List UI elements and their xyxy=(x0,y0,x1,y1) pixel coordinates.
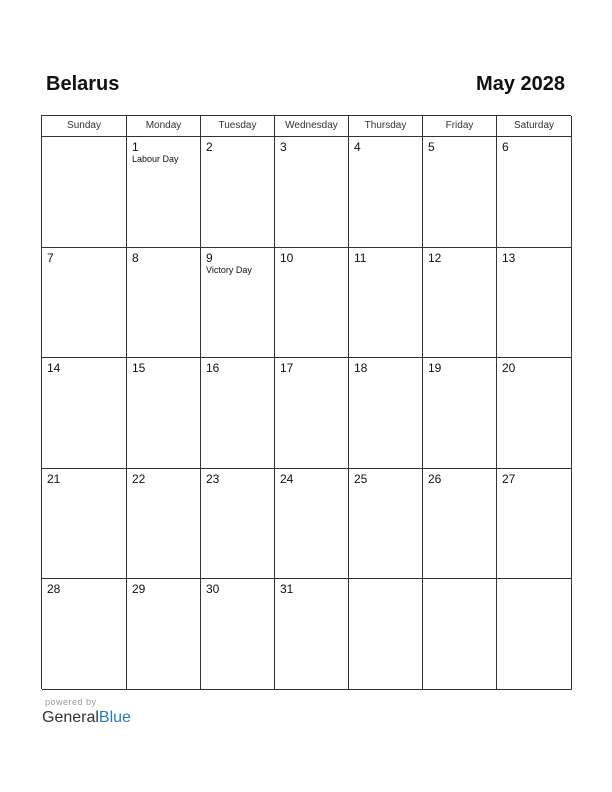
day-cell xyxy=(201,469,275,580)
day-cell xyxy=(497,358,572,469)
weekday-header-monday: Monday xyxy=(127,116,201,137)
day-cell xyxy=(423,469,497,580)
day-cell xyxy=(497,248,572,359)
day-cell xyxy=(275,579,349,690)
day-number: 14 xyxy=(47,361,61,376)
day-cell xyxy=(423,137,497,248)
day-number: 27 xyxy=(502,471,516,486)
day-number: 10 xyxy=(280,250,294,265)
weekday-header-wednesday: Wednesday xyxy=(275,116,349,137)
day-cell xyxy=(42,248,127,359)
day-number: 2 xyxy=(206,140,213,154)
day-number: 3 xyxy=(280,140,287,154)
day-cell xyxy=(201,248,275,359)
day-cell xyxy=(275,137,349,248)
day-number: 25 xyxy=(354,471,368,486)
day-number: 30 xyxy=(206,582,220,597)
day-cell xyxy=(42,358,127,469)
day-cell xyxy=(201,358,275,469)
day-number: 31 xyxy=(280,582,294,597)
day-number: 12 xyxy=(428,250,442,265)
day-number: 7 xyxy=(47,250,54,265)
day-cell xyxy=(127,579,201,690)
brand-blue-text: Blue xyxy=(98,709,131,726)
day-cell xyxy=(42,579,127,690)
weekday-header-thursday: Thursday xyxy=(349,116,423,137)
powered-by-label: powered by xyxy=(45,697,97,707)
day-cell xyxy=(423,579,497,690)
day-cell xyxy=(127,248,201,359)
day-number: 11 xyxy=(354,250,367,265)
day-cell xyxy=(349,469,423,580)
day-number: 8 xyxy=(132,250,139,265)
day-number: 23 xyxy=(206,471,220,486)
day-number: 4 xyxy=(354,140,361,154)
day-cell xyxy=(349,248,423,359)
day-number: 15 xyxy=(132,361,146,376)
day-cell xyxy=(497,469,572,580)
day-number: 18 xyxy=(354,361,368,376)
weekday-header-sunday: Sunday xyxy=(42,116,127,137)
day-cell xyxy=(275,469,349,580)
day-number: 22 xyxy=(132,471,146,486)
day-cell xyxy=(201,137,275,248)
day-cell xyxy=(127,137,201,248)
day-number: 19 xyxy=(428,361,442,376)
day-cell xyxy=(423,358,497,469)
day-number: 16 xyxy=(206,361,220,376)
day-cell xyxy=(42,137,127,248)
day-number: 21 xyxy=(47,471,61,486)
day-cell xyxy=(127,469,201,580)
country-title: Belarus xyxy=(46,73,120,95)
day-cell xyxy=(275,248,349,359)
weekday-header-tuesday: Tuesday xyxy=(201,116,275,137)
day-cell xyxy=(423,248,497,359)
day-cell xyxy=(349,358,423,469)
day-number: 1 xyxy=(132,140,139,154)
day-number: 17 xyxy=(280,361,294,376)
day-cell xyxy=(201,579,275,690)
weekday-header-friday: Friday xyxy=(423,116,497,137)
holiday-label: Labour Day xyxy=(132,154,179,164)
generalblue-logo[interactable] xyxy=(42,708,131,728)
day-cell xyxy=(497,579,572,690)
day-number: 13 xyxy=(502,250,516,265)
day-number: 29 xyxy=(132,582,146,597)
weekday-header-saturday: Saturday xyxy=(497,116,572,137)
day-number: 28 xyxy=(47,582,61,597)
day-cell xyxy=(349,137,423,248)
day-number: 9 xyxy=(206,250,213,265)
day-number: 26 xyxy=(428,471,442,486)
calendar-grid xyxy=(41,115,571,689)
day-number: 6 xyxy=(502,140,509,154)
day-cell xyxy=(349,579,423,690)
day-cell xyxy=(42,469,127,580)
day-number: 20 xyxy=(502,361,516,376)
day-number: 24 xyxy=(280,471,294,486)
day-cell xyxy=(497,137,572,248)
day-cell xyxy=(127,358,201,469)
month-year-title: May 2028 xyxy=(476,73,565,95)
brand-general-text: General xyxy=(42,709,99,726)
day-number: 5 xyxy=(428,140,435,154)
day-cell xyxy=(275,358,349,469)
holiday-label: Victory Day xyxy=(206,264,252,275)
